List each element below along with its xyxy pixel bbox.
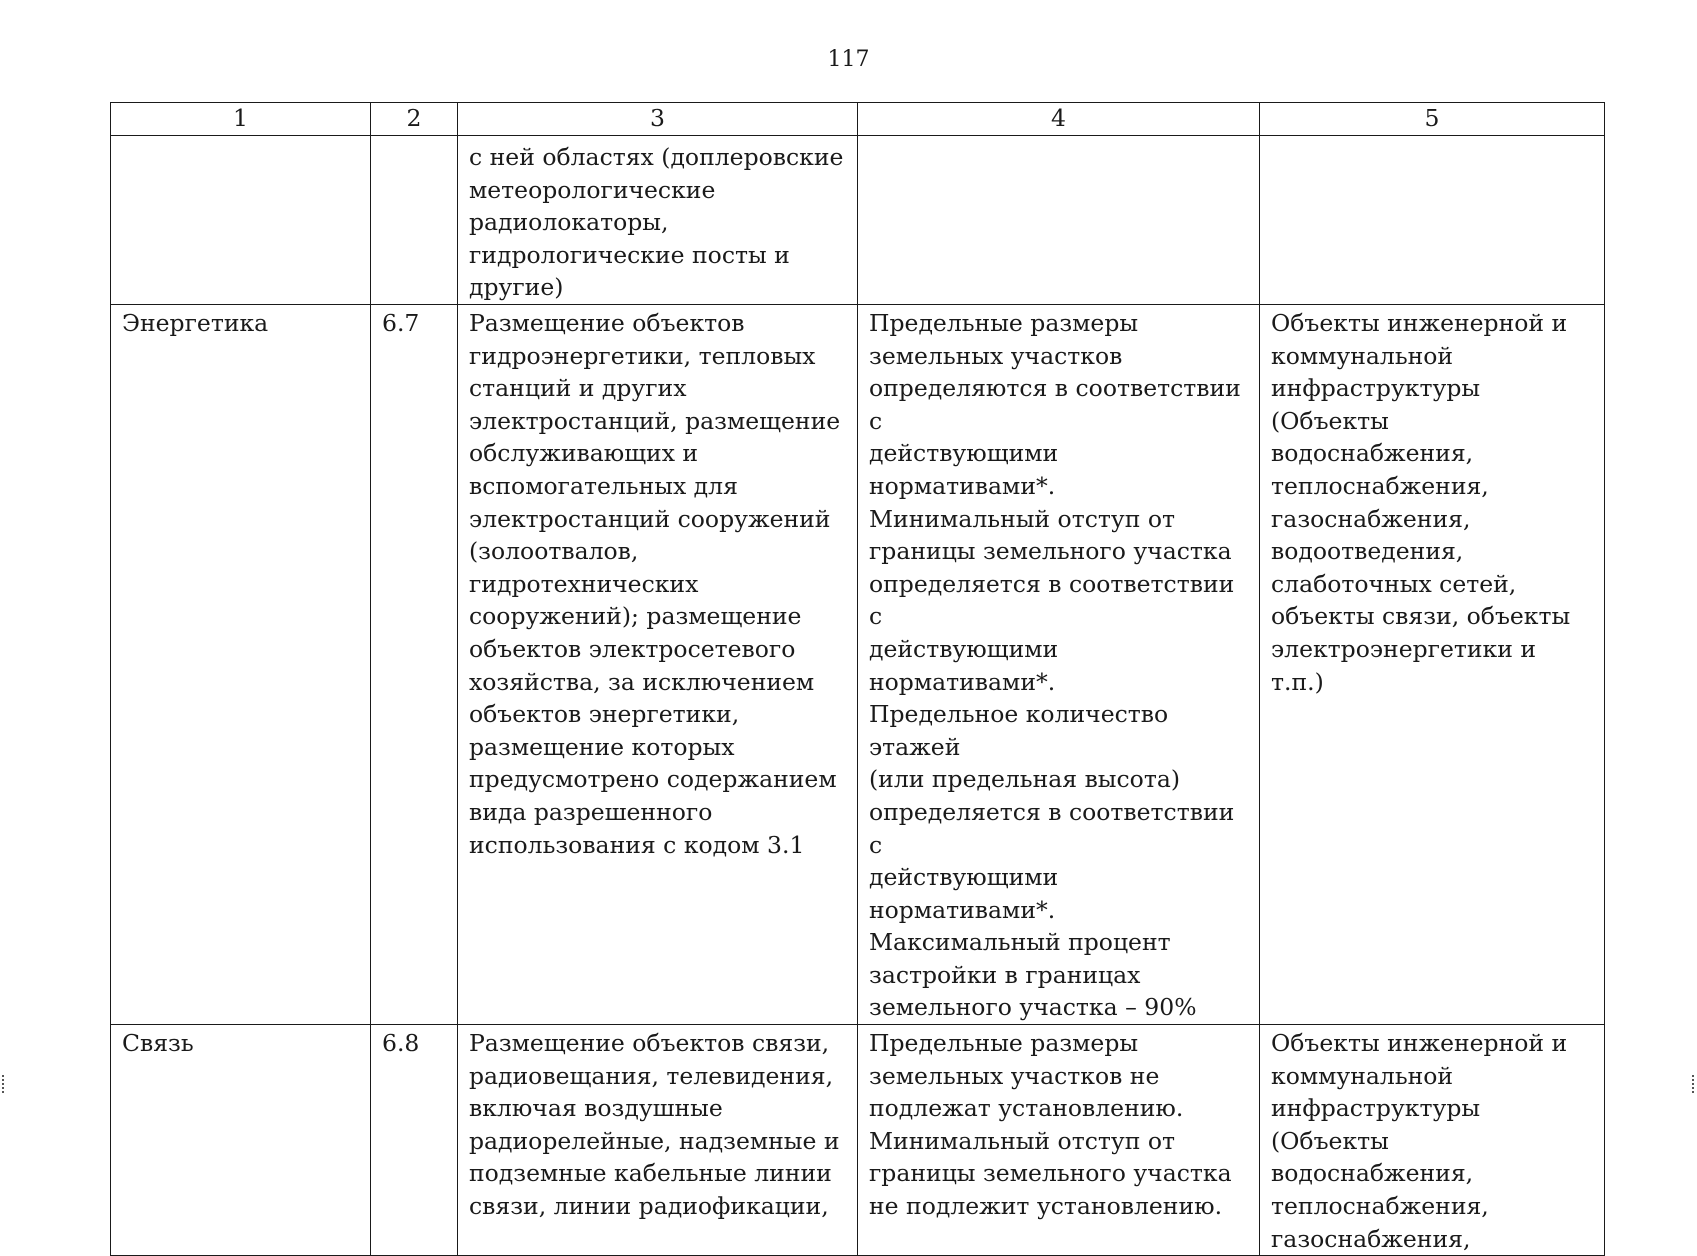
header-col-1: 1 [111,103,371,136]
objects-cell [1260,136,1605,305]
table-row [111,305,1605,1025]
use-name-cell: Связь [111,1025,371,1256]
use-description-cell: Размещение объектов связи, радиовещания, телевидения, включая воздушные радиорелейные, надземные и подземные кабельные линии связи, линии радиофикации, [458,1025,858,1256]
header-col-4: 4 [858,103,1260,136]
use-description-cell: с ней областях (доплеровские метеорологические радиолокаторы, гидрологические посты и другие) [458,136,858,305]
objects-cell: Объекты инженерной и коммунальной инфраструктуры (Объекты водоснабжения, теплоснабжения, газоснабжения, [1260,1025,1605,1256]
header-col-3: 3 [458,103,858,136]
use-name-cell: Энергетика [111,305,371,1025]
header-row [111,103,1605,136]
header-col-2: 2 [371,103,458,136]
parameters-cell [858,136,1260,305]
scan-edge-mark-right [1692,1075,1696,1093]
parameters-cell: Предельные размеры земельных участков не подлежат установлению. Минимальный отступ от границы земельного участка не подлежит установлению. [858,1025,1260,1256]
table-row [111,1025,1605,1256]
parameters-cell: Предельные размеры земельных участков определяются в соответствии с действующими нормативами*. Минимальный отступ от границы земельного участка определяется в соответствии с действующими нормативами*. Предельное количество этажей (или предельная высота) определяется в соответствии с действующими нормативами*. Максимальный процент застройки в границах земельного участка – 90% [858,305,1260,1025]
objects-cell: Объекты инженерной и коммунальной инфраструктуры (Объекты водоснабжения, теплоснабжения, газоснабжения, водоотведения, слаботочных сетей, объекты связи, объекты электроэнергетики и т.п.) [1260,305,1605,1025]
use-code-cell: 6.7 [371,305,458,1025]
page-number: 117 [827,47,870,72]
use-code-cell [371,136,458,305]
use-description-cell: Размещение объектов гидроэнергетики, тепловых станций и других электростанций, размещение обслуживающих и вспомогательных для электростанций сооружений (золоотвалов, гидротехнических сооружений); размещение объектов электросетевого хозяйства, за исключением объектов энергетики, размещение которых предусмотрено содержанием вида разрешенного использования с кодом 3.1 [458,305,858,1025]
use-name-cell [111,136,371,305]
header-col-5: 5 [1260,103,1605,136]
table-row [111,136,1605,305]
scan-edge-mark-left [2,1075,6,1093]
use-code-cell: 6.8 [371,1025,458,1256]
land-use-table [110,102,1605,1256]
